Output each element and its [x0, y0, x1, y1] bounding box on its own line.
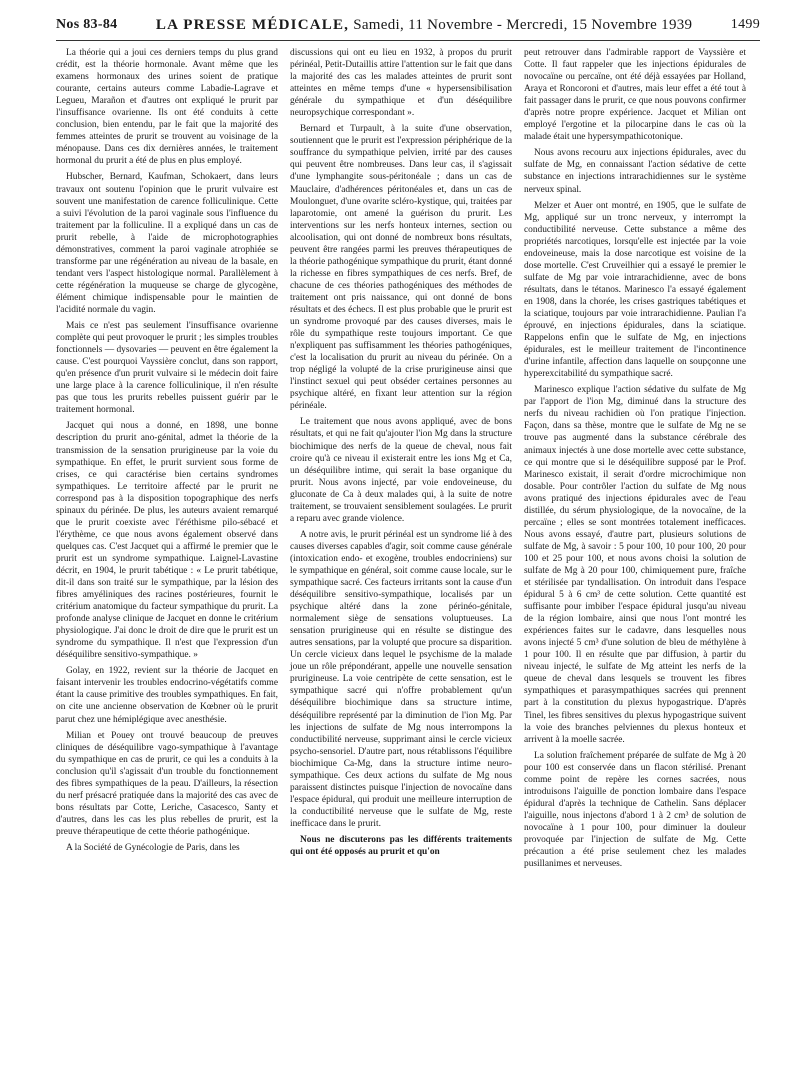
paragraph: Jacquet qui nous a donné, en 1898, une bonne description du prurit ano-génital, admet la théorie de la transmission de la sensation prurigineuse par la voie du sympathique. En effet, le prurit survient sous forme de crises, ce qui caractérise bien certains syndromes sympathiques. Le territoire affecté par le prurit ne correspond pas à la disposition topographique des nerfs spinaux du périnée. De plus, les auteurs avaient remarqué que le prurit coexiste avec l'éréthisme pilo-sébacé et l'érythème, ce que nous avons également observé dans quelques cas. C'est Jacquet qui a affirmé le premier que le prurit est un syndrome sympathique. Laignel-Lavastine décrit, en 1904, le prurit tabétique : « Le prurit tabétique, dit-il dans son traité sur le sympathique, par la lésion des fibres amyéliniques des racines postérieures, fournit le critérium anatomique du facteur sympathique du prurit. La profonde analyse clinique de Jacquet en donne le critérium physiologique. J'ai donc le droit de dire que le prurit est un syndrome du sympathique. Il n'est que l'expression d'un déséquilibre sensitivo-sympathique. » — [56, 421, 278, 661]
column-1 — [56, 47, 278, 874]
issue-date: Samedi, 11 Novembre - Mercredi, 15 Novembre 1939 — [353, 16, 693, 33]
paragraph: Bernard et Turpault, à la suite d'une observation, soutiennent que le prurit est l'expression périphérique de la souffrance du sympathique pelvien, irrité par des causes qui peuvent être nombreuses. Dans leur cas, il s'agissait d'une lymphangite sous-péritonéale ; dans un cas de Mauclaire, d'adhérences péritonéales et, dans un cas de Moulonguet, d'une ovarite scléro-kystique, qui, traitées par laparotomie, ont amené la guérison du prurit. Les interventions sur les nerfs honteux internes, section ou alcoolisation, qui ont donné de nombreux bons résultats, peuvent être rangées parmi les preuves thérapeutiques de la théorie pathogénique sympathique du prurit, étant donné la richesse en fibres sympathiques de ces nerfs. Bref, de chacune de ces théories pathogéniques des méthodes de traitement ont pris naissance, qui ont donné de bons résultats et des échecs. Il est plus probable que le prurit est un syndrome provoqué par des causes diverses, mais le rôle du sympathique reste toujours important. Ce que n'expliquent pas suffisamment les théories pathogéniques, c'est la localisation du prurit au niveau du périnée. On a trop négligé la volupté de la crise prurigineuse ainsi que l'instinct sexuel qui peut obséder certaines personnes au psychique altéré, en fixant leur attention sur la région périnéale. — [290, 124, 512, 412]
paragraph: Golay, en 1922, revient sur la théorie de Jacquet en faisant intervenir les troubles endocrino-végétatifs comme étant la cause primitive des troubles sympathiques. En fait, on cite une ancienne observation de Kœbner où le prurit parut chez une hémiplégique avec anesthésie. — [56, 666, 278, 725]
paragraph: Marinesco explique l'action sédative du sulfate de Mg par l'apport de l'ion Mg, diminué dans la structure des nerfs du niveau rachidien où l'on pratique l'injection. Façon, dans sa thèse, montre que le sulfate de Mg ne se trouve pas augmenté dans la substance cérébrale des animaux injectés à une dose mortelle avec cette substance, ce qui montre que si le déséquilibre supposé par le Prof. Marinesco existait, il serait d'ordre microchimique non dosable. Pour contrôler l'action du sulfate de Mg nous avons pratiqué des injections épidurales avec de l'eau distillée, du sérum physiologique, de la novocaïne, de la percaïne ; elles se sont montrées totalement inefficaces. Nous avons essayé, d'autre part, plusieurs solutions de sulfate de Mg, à savoir : 5 pour 100, 10 pour 100, 20 pour 100 et 25 pour 100, et nous avons choisi la solution de sulfate de Mg à 20 pour 100, chimiquement pure, fraîche et stérilisée par tyndallisation. On introduit dans l'espace épidural 5 à 6 cm³ de cette solution. Cette quantité est suffisante pour imbiber l'espace épidural jusqu'au niveau de la région lombaire, ainsi que nous l'ont montré les expériences faites sur le cadavre, dans lesquelles nous avons injecté 5 cm³ d'une solution de bleu de méthylène à 1 pour 100. Il en résulte que par diffusion, à partir du niveau injecté, le sulfate de Mg atteint les nerfs de la queue de cheval dans lesquels se trouvent les fibres sympathiques et parasympathiques sacrées qui prennent part à la constitution du plexus hypogastrique. D'après Tinel, les fibres sensitives du plexus hypogastrique suivent la voie des branches pelviennes du plexus honteux et arrivent à la moelle sacrée. — [524, 385, 746, 745]
paragraph: Le traitement que nous avons appliqué, avec de bons résultats, et qui ne fait qu'ajouter l'ion Mg dans la structure biochimique des nerfs de la queue de cheval, nous fait croire qu'à ce niveau il existerait entre les ions Mg et Ca, un déséquilibre intime, qui serait la base organique du prurit. Nous avons injecté, par voie endoveineuse, du gluconate de Ca à deux malades qui, à la suite de notre traitement, se trouvaient sensiblement soulagées. Le prurit a reparu avec grande violence. — [290, 417, 512, 524]
paragraph: Milian et Pouey ont trouvé beaucoup de preuves cliniques de déséquilibre vago-sympathique à l'avantage du sympathique en cas de prurit, ce qui les a conduits à la conclusion qu'il s'agissait d'un trouble du fonctionnement des fibres sympathiques de la peau. D'ailleurs, la résection du nerf présacré pratiquée dans la majorité des cas avec de bons résultats par Cotte, Leriche, Casacesco, Santy et d'autres, dans les cas les plus rebelles de prurit, est la preuve thérapeutique de cette théorie pathogénique. — [56, 730, 278, 837]
column-2 — [290, 47, 512, 874]
paragraph: peut retrouver dans l'admirable rapport de Vayssière et Cotte. Il faut rappeler que les injections épidurales de novocaïne ou percaïne, ont été déjà essayées par Holland, Araya et Roncoroni et d'autres, mais leur effet a été tout à fait passager dans le prurit, ce que nous pouvons confirmer d'après notre propre expérience. Jacquet et Milian ont employé l'ergotine et la pilocarpine dans le cas où la malade était une hypersympathicotonique. — [524, 48, 746, 143]
column-3 — [524, 47, 746, 874]
paragraph: discussions qui ont eu lieu en 1932, à propos du prurit périnéal, Petit-Dutaillis attire l'attention sur le fait que dans la majorité des cas les malades atteintes de prurit sont atteintes en même temps d'une « hypersensibilisation générale du sympathique et d'un déséquilibre neuropsychique correspondant ». — [290, 48, 512, 119]
paragraph: Melzer et Auer ont montré, en 1905, que le sulfate de Mg, appliqué sur un tronc nerveux, y interrompt la conductibilité nerveuse. Cette substance a même des propriétés narcotiques, lorsqu'elle est injectée par la voie endoveineuse, mais la dose narcotique est voisine de la dose mortelle. C'est Cruveilhier qui a essayé le premier le sulfate de Mg par voie intrarachidienne, avec de bons résultats, dans le tétanos. Marinesco l'a essayé également en 1908, dans la chorée, les crises gastriques tabétiques et la sciatique, toujours par voie intrarachidienne. Paulian l'a éprouvé, en injections épidurales, dans la sciatique. Rappelons enfin que le sulfate de Mg, en injections épidurales, est le meilleur traitement de l'incontinence d'urine infantile, affection dans laquelle on soupçonne une hyperexcitabilité du sympathique sacré. — [524, 200, 746, 380]
paragraph: A la Société de Gynécologie de Paris, dans les — [66, 843, 240, 853]
paragraph: Nous avons recouru aux injections épidurales, avec du sulfate de Mg, en connaissant l'action sédative de cette substance en injections intrarachidiennes sur le système nerveux spinal. — [524, 148, 746, 195]
issue-number: Nos 83-84 — [56, 17, 118, 32]
page-number: 1499 — [730, 17, 760, 32]
paragraph: Nous ne discuterons pas les différents traitements qui ont été opposés au prurit et qu'on — [290, 835, 512, 858]
text-columns — [56, 47, 760, 874]
journal-name: LA PRESSE MÉDICALE, — [155, 16, 350, 33]
header-title — [156, 17, 693, 34]
paragraph: La solution fraîchement préparée de sulfate de Mg à 20 pour 100 est conservée dans un flacon stérilisé. Prenant comme point de repère les cornes sacrées, nous introduisons l'aiguille de ponction lombaire dans l'espace épidural d'après la technique de Cathelin. Sans déplacer l'aiguille, nous injectons d'abord 1 à 2 cm³ de solution de novocaïne à 1 pour 100, pour diminuer la douleur provoquée par l'injection de sulfate de Mg. Cette précaution a été prise seulement chez les malades pusillanimes et nerveuses. — [524, 750, 746, 870]
paragraph: Hubscher, Bernard, Kaufman, Schokaert, dans leurs travaux ont soutenu l'opinion que le prurit vulvaire est souvent une manifestation de carence folliculinique. Cette a suivi l'évolution de la paroi vaginale sous l'influence du traitement par la folliculine. Il a expliqué dans un cas de prurit rebelle, à l'aide de microphotographies démonstratives, comment la paroi vaginale atrophiée se transforme par une régénération au niveau de la basale, en tendant vers l'aspect histologique normal. Parallèlement à cette régénération la muqueuse se charge de glycogène, élément chimique indispensable pour le maintien de l'acidité normale du vagin. — [56, 172, 278, 315]
paragraph: A notre avis, le prurit périnéal est un syndrome lié à des causes diverses capables d'agir, soit comme cause générale (intoxication endo- et exogène, troubles endocriniens) sur le sympathique en général, soit comme cause locale, sur le sympathique sacré. Ces facteurs irritants sont la cause d'un déséquilibre sensitivo-sympathique, localisés par un psychique altéré dans la zone périnéo-génitale, normalement siège de sensations voluptueuses. La sensation prurigineuse qui en résulte se distingue des autres sensations, par la volupté que procure sa disparition. Un cercle vicieux dans lequel le psychisme de la malade joue un rôle prépondérant, appelle une nouvelle sensation prurigineuse. La voie centripète de cette sensation, est le sympathique sacré qui n'offre probablement qu'un déséquilibre biochimique dans sa structure intime, déséquilibre représenté par la diminution de l'ion Mg. Par les injections de sulfate de Mg nous interrompons la conductibilité nerveuse, supprimant ainsi le cercle vicieux psycho-sensoriel. D'autre part, nous rétablissons l'équilibre biochimique Ca-Mg, dans la structure intime neuro-sympathique. Ces deux actions du sulfate de Mg nous paraissent distinctes puisque l'injection de novocaïne dans l'espace épidural, qui produit une meilleure interruption de la conductibilité nerveuse que le sulfate de Mg, reste inefficace dans le prurit. — [290, 529, 512, 829]
paragraph: Mais ce n'est pas seulement l'insuffisance ovarienne complète qui peut provoquer le prurit ; les simples troubles fonctionnels — dysovaries — peuvent en être également la cause. C'est pourquoi Vayssière conclut, dans son rapport, qu'en présence d'un prurit vulvaire si le médecin doit faire une large place à la carence folliculinique, il n'en résulte pas que tous les prurits rebelles puissent guérir par le traitement hormonal. — [56, 321, 278, 416]
paragraph: La théorie qui a joui ces derniers temps du plus grand crédit, est la théorie hormonale. Avant même que les examens hormonaux des urines soient de pratique courante, certains auteurs comme Labadie-Lagrave et Legueu, Marañon et d'autres ont expliqué le prurit par l'insuffisance ovarienne. Ils ont été conduits à cette conclusion, bien entendu, par le fait que la majorité des femmes atteintes de prurit se trouvent au voisinage de la ménopause. Dans ces dix dernières années, le traitement hormonal du prurit a été de plus en plus employé. — [56, 48, 278, 167]
page-header — [56, 10, 760, 41]
